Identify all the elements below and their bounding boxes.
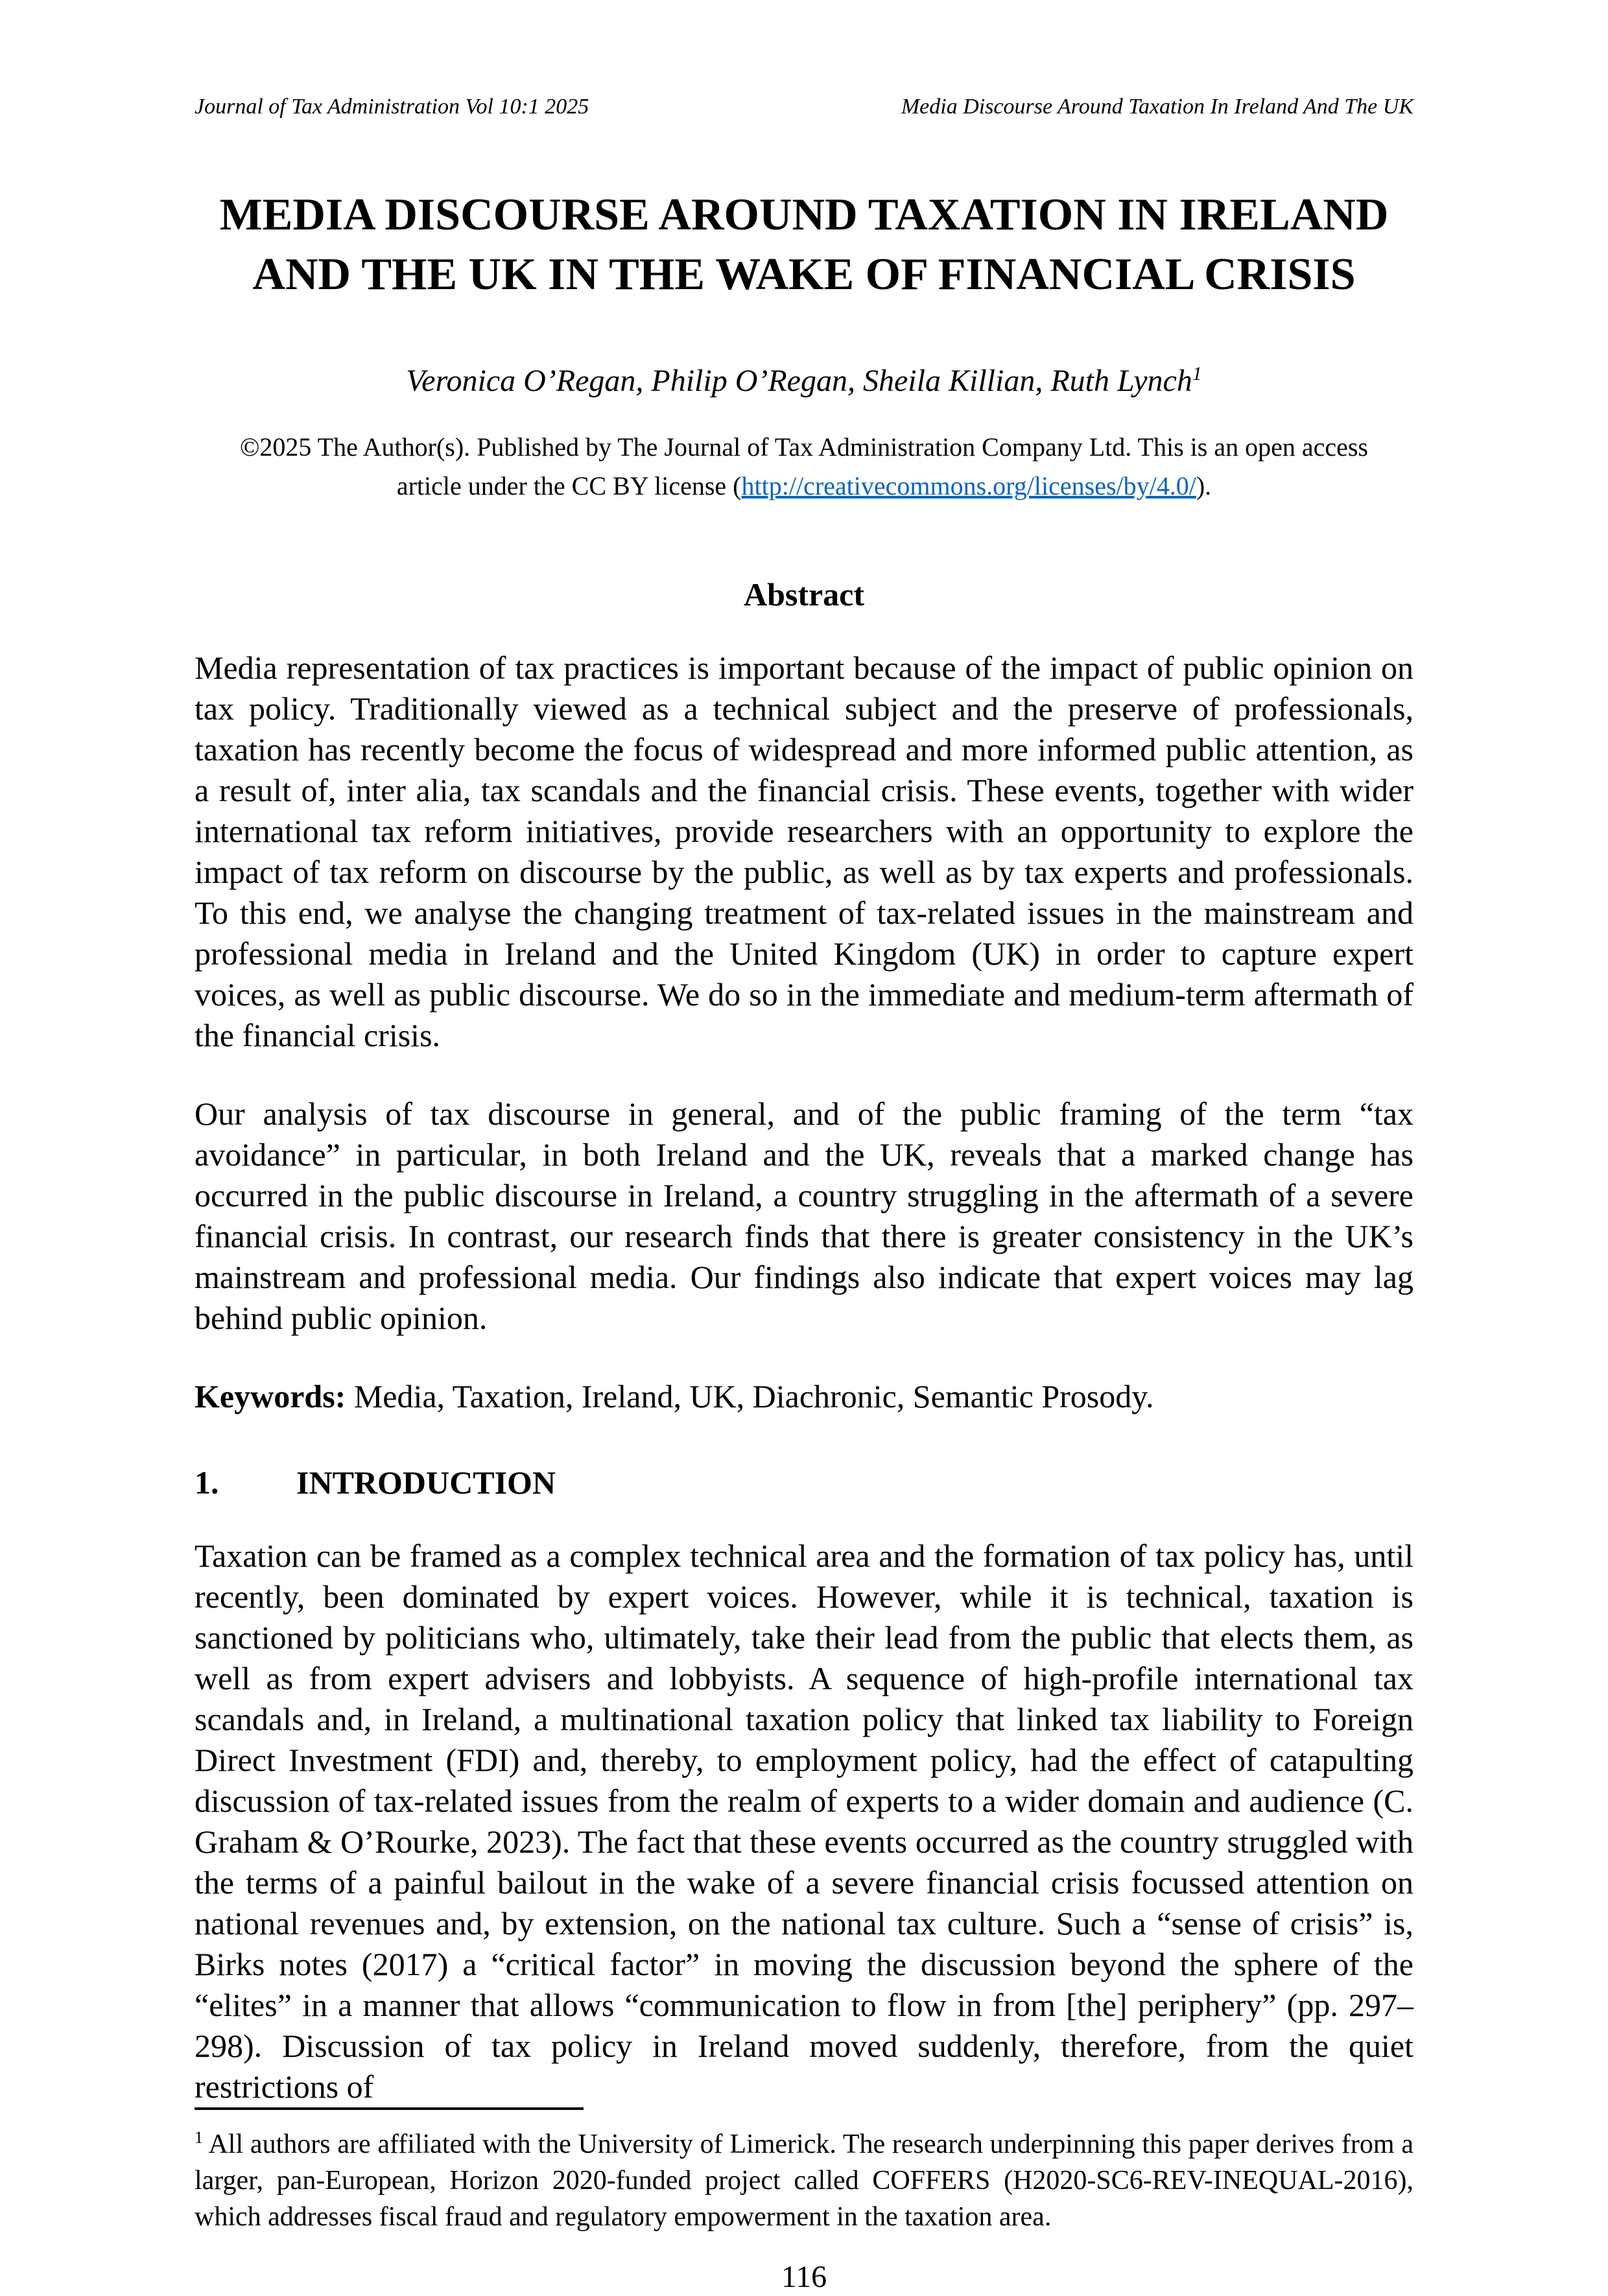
page-number: 116 — [781, 2260, 827, 2295]
footnote-marker: 1 — [195, 2127, 204, 2147]
copyright-notice — [211, 428, 1397, 506]
copyright-text-before-link: ©2025 The Author(s). Published by The Journal of Tax Administration Company Ltd. This is an open access article under the CC BY license ( — [240, 432, 1368, 500]
journal-name: Journal of Tax Administration Vol 10:1 2025 — [195, 95, 589, 119]
section-number: 1. — [195, 1464, 219, 1501]
footnote-text: All authors are affiliated with the University of Limerick. The research underpinning this paper derives from a larger, pan-European, Horizon 2020-funded project called COFFERS (H2020-SC6-REV-INEQUAL-2016), which addresses fiscal fraud and regulatory empowerment in the taxation area. — [195, 2129, 1413, 2232]
keywords-line — [195, 1376, 1413, 1417]
article-title-line-1: MEDIA DISCOURSE AROUND TAXATION IN IRELAND — [219, 189, 1389, 240]
footnote-separator — [195, 2107, 584, 2110]
abstract-paragraph-2: Our analysis of tax discourse in general, and of the public framing of the term “tax avoidance” in particular, in both Ireland and the UK, reveals that a marked change has occurred in the public discourse in Ireland, a country struggling in the aftermath of a severe financial crisis. In contrast, our research finds that there is greater consistency in the UK’s mainstream and professional media. Our findings also indicate that expert voices may lag behind public opinion. — [195, 1095, 1413, 1336]
license-link[interactable]: http://creativecommons.org/licenses/by/4.0/ — [741, 471, 1196, 500]
introduction-paragraph: Taxation can be framed as a complex technical area and the formation of tax policy has, until recently, been dominated by expert voices. However, while it is technical, taxation is sanctioned by politicians who, ultimately, take their lead from the public that elects them, as well as from expert advisers and lobbyists. A sequence of high-profile international tax scandals and, in Ireland, a multinational taxation policy that linked tax liability to Foreign Direct Investment (FDI) and, thereby, to employment policy, had the effect of catapulting discussion of tax-related issues from the realm of experts to a wider domain and audience (C. Graham & O’Rourke, 2023). The fact that these events occurred as the country struggled with the terms of a painful bailout in the wake of a severe financial crisis focussed attention on national revenues and, by extension, on the national tax culture. Such a “sense of crisis” is, Birks notes (2017) a “critical factor” in moving the discussion beyond the sphere of the “elites” in a manner that allows “communication to flow in from [the] periphery” (pp. 297–298). Discussion of tax policy in Ireland moved suddenly, therefore, from the quiet restrictions of — [195, 1537, 1413, 2105]
article-title — [195, 185, 1413, 305]
section-heading-introduction — [195, 1462, 1413, 1503]
keywords-label: Keywords: — [195, 1377, 346, 1414]
authors-line — [195, 361, 1413, 401]
author-names: Veronica O’Regan, Philip O’Regan, Sheila Killian, Ruth Lynch — [406, 364, 1192, 399]
keywords-text: Media, Taxation, Ireland, UK, Diachronic, Semantic Prosody. — [346, 1377, 1154, 1414]
abstract-heading: Abstract — [743, 576, 865, 613]
abstract-paragraph-1: Media representation of tax practices is important because of the impact of public opinion on tax policy. Traditionally viewed as a technical subject and the preserve of professionals, taxation has recently become the focus of widespread and more informed public attention, as a result of, inter alia, tax scandals and the financial crisis. These events, together with wider international tax reform initiatives, provide researchers with an opportunity to explore the impact of tax reform on discourse by the public, as well as by tax experts and professionals. To this end, we analyse the changing treatment of tax-related issues in the mainstream and professional media in Ireland and the United Kingdom (UK) in order to capture expert voices, as well as public discourse. We do so in the immediate and medium-term aftermath of the financial crisis. — [195, 649, 1413, 1053]
footnote-area — [195, 2107, 1413, 2236]
author-footnote-marker: 1 — [1192, 363, 1202, 385]
section-title: INTRODUCTION — [296, 1464, 556, 1501]
running-title: Media Discourse Around Taxation In Ireland And The UK — [901, 95, 1413, 119]
footnote — [195, 2127, 1413, 2236]
page-header — [195, 94, 1413, 121]
copyright-text-after-link: ). — [1196, 471, 1212, 500]
article-title-line-2: AND THE UK IN THE WAKE OF FINANCIAL CRISIS — [252, 250, 1356, 300]
